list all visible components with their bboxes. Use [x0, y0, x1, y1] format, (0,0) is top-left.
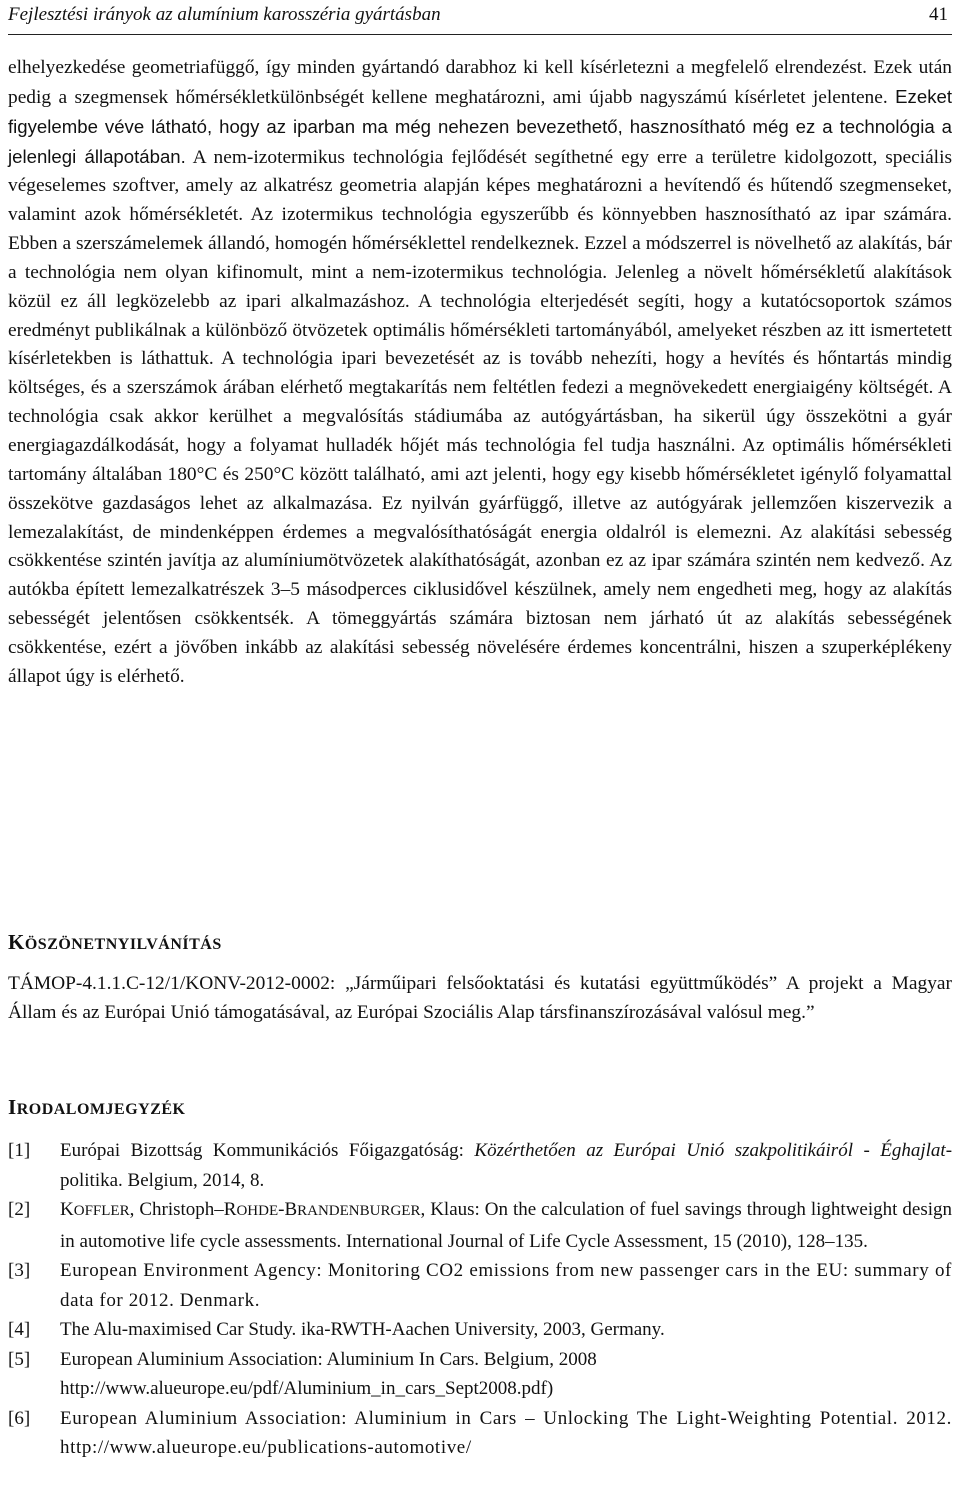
running-header [8, 4, 952, 32]
reference-item: [1] Európai Bizottság Kommunikációs Főigazgatóság: Közérthetően az Európai Unió szakpolitikáiról - Éghajlat-politika. Belgium, 2014, 8. [8, 1136, 952, 1195]
reference-number: [1] [8, 1140, 31, 1161]
reference-number: [5] [8, 1348, 31, 1370]
body-text-segment-2: Ezeket figyelembe véve látható, hogy az iparban ma még nehezen bevezethető, hasznosítható még ez a technológia a jelenlegi állapotában. [8, 85, 952, 167]
header-rule [8, 34, 952, 35]
reference-number: [3] [8, 1260, 31, 1281]
reference-link[interactable]: http://www.alueurope.eu/pdf/Aluminium_in_cars_Sept2008.pdf) [60, 1378, 554, 1399]
body-paragraph [8, 54, 952, 692]
reference-item: [5] European Aluminium Association: Aluminium In Cars. Belgium, 2008 http://www.alueurope.eu/pdf/Aluminium_in_cars_Sept2008.pdf) [8, 1345, 952, 1404]
running-header-title: Fejlesztési irányok az alumínium karosszéria gyártásban [8, 4, 441, 25]
body-text-segment-3: A nem-izotermikus technológia fejlődését segíthetné egy erre a területre kidolgozott, speciális végeselemes szoftver, amely az alkatrész geometria alapján képes meghatározni a hevítendő és hűtendő szegmenseket, valamint azok hőmérsékletét. Az izotermikus technológia egyszerűbb és könnyebben hasznosítható az ipar számára. Ebben a szerszámelemek állandó, homogén hőmérséklettel rendelkeznek. Ezzel a módszerrel is növelhető az alakítás, bár a technológia nem olyan kifinomult, mint a nem-izotermikus technológia. Jelenleg a növelt hőmérsékletű alakítások közül ez áll legközelebb az ipari alkalmazáshoz. A technológia elterjedését segíti, hogy a kutatócsoportok számos eredményt publikálnak a különböző ötvözetek optimális hőmérsékleti tartományából, amelyeket részben az itt ismertetett kísérletekben is láthattuk. A technológia ipari bevezetését az is tovább nehezíti, hogy a hevítés és hőntartás mindig költséges, és a szerszámok árában elérhető megtakarítás nem feltétlen fedezi a megnövekedett energiaigény költségét. A technológia csak akkor kerülhet a megvalósítás stádiumába az autógyártásban, ha sikerül úgy összekötni a gyár energiagazdálkodását, hogy a folyamat hulladék hőjét más technológia fel tudja használni. Az optimális hőmérsékleti tartomány általában 180°C és 250°C között található, ami azt jelenti, hogy egy kisebb hőmérsékletet igénylő folyamattal összekötve gazdaságos lehet az alkalmazása. Ez nyilván gyárfüggő, illetve az autógyárak jellemzően kiszervezik a lemezalakítást, de mindenképpen érdemes a megvalósíthatóságát energia oldalról is elemezni. Az alakítási sebesség csökkentése szintén javítja az alumíniumötvözetek alakíthatóságát, azonban ez az ipar számára szintén nem kedvező. Az autókba épített lemezalkatrészek 3–5 másodperces ciklusidővel készülnek, amely nem engedheti meg, hogy az alakítás sebességét jelentősen csökkentsék. A tömeggyártás számára biztosan nem járható út az alakítás sebességének csökkentése, ezért a jövőben inkább az alakítási sebesség növelésére érdemes koncentrálni, hiszen a szuperképlékeny állapot úgy is elérhető. [8, 146, 953, 687]
acknowledgement-paragraph: TÁMOP-4.1.1.C-12/1/KONV-2012-0002: „Járműipari felsőoktatási és kutatási együttműködés” A projekt a Magyar Állam és az Európai Unió támogatásával, az Európai Szociális Alap társfinanszírozásával valósul meg.” [8, 973, 952, 1023]
reference-number: [2] [8, 1199, 31, 1220]
page-number: 41 [929, 4, 948, 25]
acknowledgement-text [8, 970, 952, 1028]
body-text-segment-1: elhelyezkedése geometriafüggő, így minden gyártandó darabhoz ki kell kísérletezni a megfelelő elrendezést. Ezek után pedig a szegmensek hőmérsékletkülönbségét kellene meghatározni, ami újabb nagyszámú kísérletet jelentene. [8, 57, 952, 108]
reference-list [8, 1136, 952, 1463]
body-text [8, 54, 952, 692]
references-heading: IRODALOMJEGYZÉK [8, 1095, 186, 1119]
reference-number: [6] [8, 1407, 31, 1429]
reference-item: [2] KOFFLER, Christoph–ROHDE-BRANDENBURGER, Klaus: On the calculation of fuel savings through lightweight design in automotive life cycle assessments. International Journal of Life Cycle Assessment, 15 (2010), 128–135. [8, 1195, 952, 1256]
acknowledgement-heading: KÖSZÖNETNYILVÁNÍTÁS [8, 930, 222, 954]
reference-number: [4] [8, 1319, 31, 1340]
reference-item: [3] European Environment Agency: Monitoring CO2 emissions from new passenger cars in the EU: summary of data for 2012. Denmark. [8, 1256, 952, 1315]
reference-item: [6] European Aluminium Association: Aluminium in Cars – Unlocking The Light-Weighting Potential. 2012. http://www.alueurope.eu/publications-automotive/ [8, 1404, 952, 1463]
reference-item: [4] The Alu-maximised Car Study. ika-RWTH-Aachen University, 2003, Germany. [8, 1315, 952, 1345]
